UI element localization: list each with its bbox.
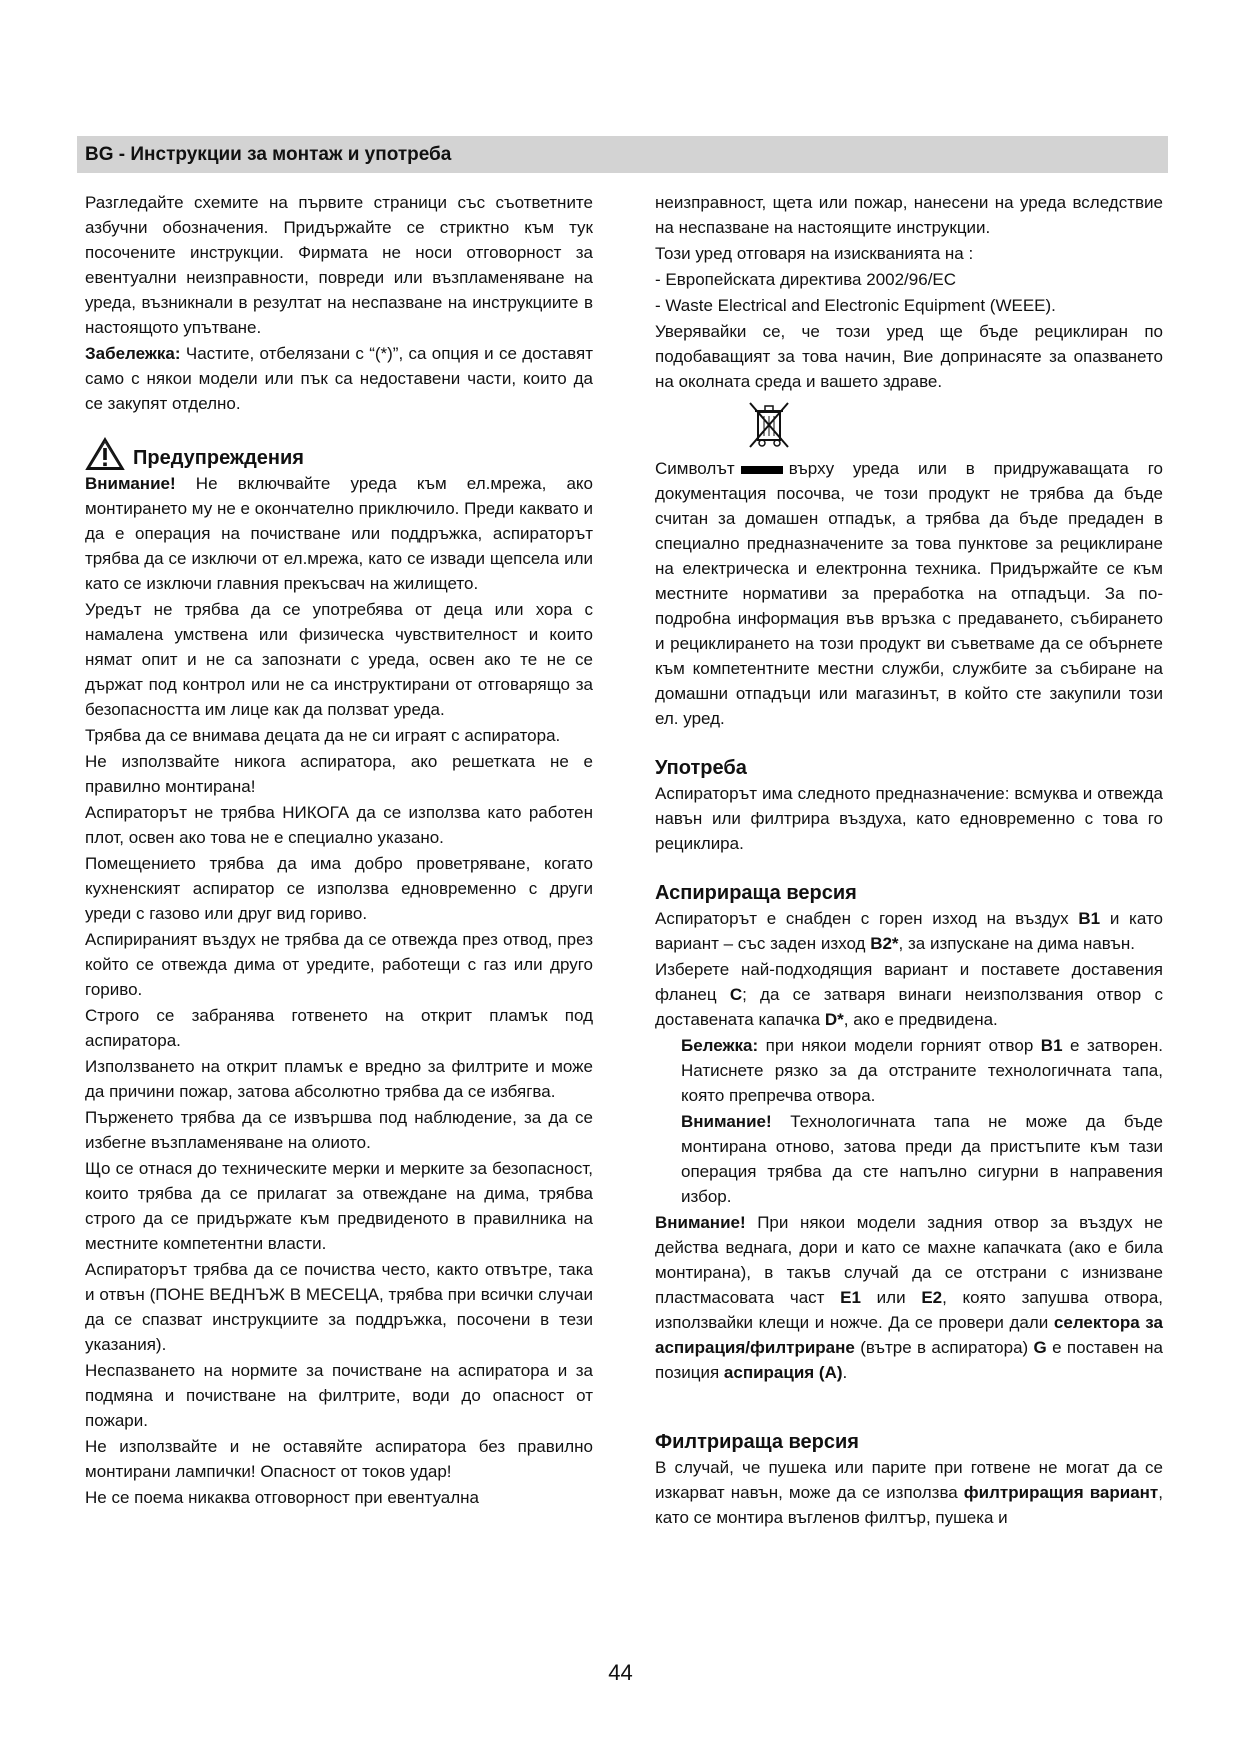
part-label: B1 (1078, 909, 1101, 928)
warning-paragraph: Що се отнася до техническите мерки и мерките за безопасност, които трябва да се прилагат за отвеждане на дима, трябва строго да се придържате към предвиденото в правилника на местните компетентни власти. (85, 1159, 593, 1253)
recycling-paragraph: Уверявайки се, че този уред ще бъде рециклиран по подобаващият за това начин, Вие допринасяте за опазването на околната среда и вашето здраве. (655, 322, 1163, 391)
symbol-text-rest: върху уреда или в придружаващата го документация посочва, че този продукт не трябва да бъде считан за домашен отпадък, а трябва да бъде предаден в специално предназначените за това пунктове за рециклиране на електрическа и електронна техника. Придържайте се към местните нормативи за преработка на отпадъци. За по-подробна информация във връзка с предаването, събирането и рециклирането на този продукт ви съветваме да се обърнете към компетентните местни служби, службите за събиране на домашни отпадъци или магазинът, в който сте закупили този ел. уред. (655, 459, 1163, 728)
use-title: Употреба (655, 757, 747, 779)
compliance-intro: Този уред отговаря на изискванията на : (655, 244, 974, 263)
warnings-heading (85, 433, 593, 471)
part-label: E2 (921, 1288, 943, 1307)
attention-paragraph (85, 471, 593, 596)
text-span: , която запушва отвора, използвайки клещи и ножче. Да се провери дали (655, 1288, 1164, 1332)
warning-paragraph: Уредът не трябва да се употребява от деца или хора с намалена умствена или физическа чувствителност и които нямат опит и не са запознати с уреда, освен ако те не се държат под контрол или не са инструктирани от отговарящо за безопасността им лице как да ползват уреда. (85, 600, 593, 719)
warning-indented (655, 1109, 1163, 1209)
position-label: аспирация (А) (723, 1363, 843, 1382)
text-span: е поставен на позиция (655, 1338, 1163, 1382)
warning-paragraph: Трябва да се внимава децата да не си играят с аспиратора. (85, 726, 561, 745)
warning-paragraph: Не се поема никаква отговорност при евентуална (85, 1488, 479, 1507)
filter-paragraph (655, 1455, 1163, 1530)
text-span: В случай, че пушека или парите при готвене не могат да се изкарват навън, може да се използва (655, 1458, 1163, 1502)
black-bar-icon (741, 466, 783, 474)
page-number: 44 (608, 1660, 633, 1685)
text-span: или (860, 1288, 922, 1307)
symbol-text-start: Символът (655, 459, 735, 478)
compliance-item: - Waste Electrical and Electronic Equipment (WEEE). (655, 296, 1056, 315)
text-span: Технологичната тапа не може да бъде монтирана отново, затова преди да пристъпите към тази операция трябва да сте напълно сигурни в направения избор. (681, 1112, 1163, 1206)
warning-paragraph: Помещението трябва да има добро проветряване, когато кухненският аспиратор се използва едновременно с други уреди с газово или друг вид гориво. (85, 854, 593, 923)
warning-triangle-icon (85, 437, 125, 471)
note-indented (655, 1033, 1163, 1108)
continuation-paragraph: неизправност, щета или пожар, нанесени на уреда вследствие на неспазване на настоящите инструкции. (655, 193, 1163, 237)
part-label: D* (824, 1010, 844, 1029)
warnings-title: Предупреждения (133, 447, 304, 469)
note-text: Частите, отбелязани с “(*)”, са опция и се доставят само с някои модели или пък са недоставени части, които да се закупят отделно. (85, 344, 593, 413)
attention-label: Внимание! (85, 474, 176, 493)
aspiration-title: Аспирираща версия (655, 882, 857, 904)
intro-paragraph: Разгледайте схемите на първите страници със съответните азбучни обозначения. Придържайте се стриктно към тук посочените инструкции. Фирмата не носи отговорност за евентуални неизправности, повреди или възпламеняване на уреда, възникнали в резултат на неспазване на инструкциите в настоящото упътване. (85, 193, 593, 337)
crossed-bin-icon (747, 400, 791, 450)
part-label: E1 (840, 1288, 861, 1307)
text-span: При някои модели задния отвор за въздух не действа веднага, дори и като се махне капачката (ако е била монтирана), в такъв случай да се отстрани с изнизване пластмасовата част (655, 1213, 1163, 1307)
selector-label: селектора за аспирация/филтриране (655, 1313, 1163, 1357)
note-label: Бележка: (681, 1036, 759, 1055)
attention-label: Внимание! (655, 1213, 746, 1232)
attention-paragraph (655, 1210, 1163, 1385)
weee-symbol-area (655, 400, 1163, 456)
text-span: е затворен. Натиснете рязко за да отстраните технологичната тапа, която препречва отвора. (681, 1036, 1163, 1105)
text-span: , като се монтира въгленов филтър, пушека и (655, 1483, 1163, 1527)
warning-paragraph: Аспираторът трябва да се почиства често, както отвътре, така и отвън (ПОНЕ ВЕДНЪЖ В МЕСЕЦА, трябва при всички случаи да се спазват инструкциите за поддръжка, посочени в тези указания). (85, 1260, 593, 1354)
text-span: ; да се затваря винаги неизползвания отвор с доставената капачка (655, 985, 1163, 1029)
right-column (655, 190, 1163, 1531)
text-span: , за изпускане на дима навън. (898, 934, 1135, 953)
filter-variant-label: филтриращия вариант (963, 1483, 1159, 1502)
aspiration-paragraph (655, 957, 1163, 1032)
text-span: при някои модели горният отвор (758, 1036, 1041, 1055)
compliance-item: - Европейската директива 2002/96/EC (655, 270, 957, 289)
left-column (85, 190, 593, 1511)
part-label: C (729, 985, 743, 1004)
section-header (77, 136, 1168, 173)
text-span: и като вариант – със заден изход (655, 909, 1163, 953)
part-label: B1 (1040, 1036, 1063, 1055)
filter-title: Филтрираща версия (655, 1431, 859, 1453)
part-label: B2* (870, 934, 899, 953)
warning-paragraph: Строго се забранява готвенето на открит пламък под аспиратора. (85, 1006, 593, 1050)
text-span: Изберете най-подходящия вариант и поставете доставения фланец (655, 960, 1163, 1004)
text-span: (вътре в аспиратора) (854, 1338, 1034, 1357)
warning-paragraph: Неспазването на нормите за почистване на аспиратора и за подмяна и почистване на филтрите, води до опасност от пожари. (85, 1361, 593, 1430)
warning-paragraph: Не използвайте и не оставяйте аспиратора без правилно монтирани лампички! Опасност от токов удар! (85, 1437, 593, 1481)
warning-paragraph: Аспираторът не трябва НИКОГА да се използва като работен плот, освен ако това не е специално указано. (85, 803, 593, 847)
attention-text: Не включвайте уреда към ел.мрежа, ако монтирането му не е окончателно приключило. Преди каквато и да е операция на почистване или поддръжка, аспираторът трябва да се изключи от ел.мрежа, като се извади щепсела или като се изключи главния прекъсвач на жилището. (85, 474, 593, 593)
text-span: , ако е предвидена. (843, 1010, 998, 1029)
attention-label: Внимание! (681, 1112, 772, 1131)
note-label: Забележка: (85, 344, 181, 363)
part-label: G (1033, 1338, 1047, 1357)
warning-paragraph: Пърженето трябва да се извършва под наблюдение, за да се избегне възпламеняване на олиото. (85, 1108, 593, 1152)
use-paragraph: Аспираторът има следното предназначение: всмуква и отвежда навън или филтрира въздуха, като едновременно с това го рециклира. (655, 784, 1163, 853)
text-span: . (842, 1363, 848, 1382)
warning-paragraph: Не използвайте никога аспиратора, ако решетката не е правилно монтирана! (85, 752, 593, 796)
section-title: BG - Инструкции за монтаж и употреба (85, 144, 452, 165)
warning-paragraph: Аспирираният въздух не трябва да се отвежда през отвод, през който се отвежда дима от уредите, работещи с газ или друго гориво. (85, 930, 593, 999)
note-paragraph (85, 341, 593, 416)
text-span: Аспираторът е снабден с горен изход на въздух (655, 909, 1079, 928)
warning-paragraph: Използването на открит пламък е вредно за филтрите и може да причини пожар, затова абсолютно трябва да се избягва. (85, 1057, 593, 1101)
aspiration-paragraph (655, 906, 1163, 956)
symbol-paragraph (655, 456, 1163, 731)
